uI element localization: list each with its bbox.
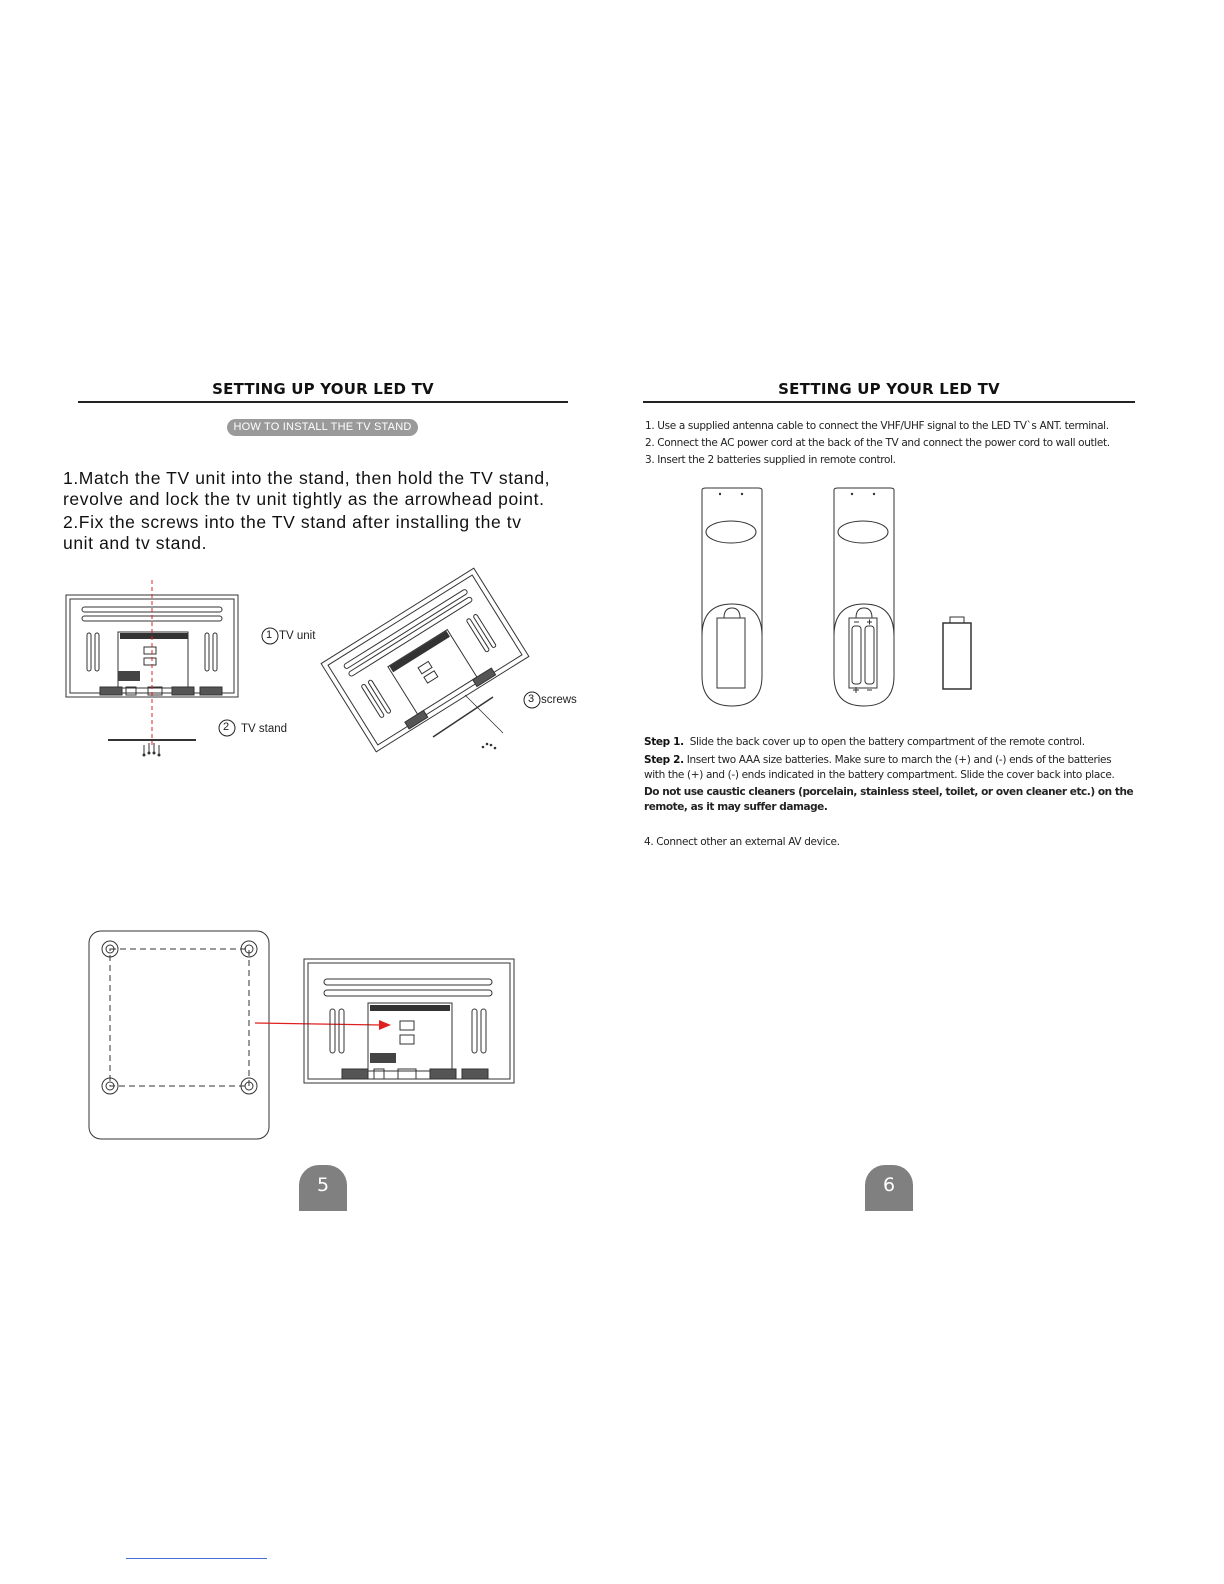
instruction-line-2: revolve and lock the tv unit tightly as the arrowhead point. bbox=[63, 489, 545, 509]
step-2-line bbox=[644, 753, 1111, 768]
right-heading-rule bbox=[643, 401, 1135, 403]
circle-number-2-text: 2 bbox=[223, 721, 230, 733]
circle-number-1-text: 1 bbox=[266, 629, 273, 641]
tv-back-mount-illustration bbox=[302, 957, 518, 1087]
remote-closed-illustration bbox=[700, 486, 764, 708]
left-heading-rule bbox=[78, 401, 568, 403]
setup-step-2: 2. Connect the AC power cord at the back of the TV and connect the power cord to wall outlet. bbox=[645, 437, 1110, 449]
warning-line-1: Do not use caustic cleaners (porcelain, stainless steel, toilet, or oven cleaner etc.) on the bbox=[644, 786, 1134, 798]
step-2-label: Step 2. bbox=[644, 754, 684, 766]
remote-open-batteries-illustration bbox=[832, 486, 896, 708]
right-page-number: 6 bbox=[865, 1165, 913, 1211]
step-2-text-1: Insert two AAA size batteries. Make sure to march the (+) and (-) ends of the batteries bbox=[686, 754, 1112, 766]
install-stand-pill: HOW TO INSTALL THE TV STAND bbox=[227, 419, 418, 436]
instruction-line-3: 2.Fix the screws into the TV stand after installing the tv bbox=[63, 512, 522, 532]
screws-label: screws bbox=[541, 694, 577, 706]
wall-mount-plate-illustration bbox=[88, 930, 274, 1142]
instruction-line-1: 1.Match the TV unit into the stand, then hold the TV stand, bbox=[63, 468, 551, 488]
left-page-heading: SETTING UP YOUR LED TV bbox=[212, 380, 434, 398]
step-1-label: Step 1. bbox=[644, 736, 684, 748]
circle-number-3-text: 3 bbox=[528, 693, 535, 705]
left-page-number: 5 bbox=[299, 1165, 347, 1211]
tilted-tv-screws-illustration bbox=[325, 565, 525, 765]
step-1-line bbox=[644, 735, 1085, 750]
right-page-heading: SETTING UP YOUR LED TV bbox=[778, 380, 1000, 398]
setup-step-4: 4. Connect other an external AV device. bbox=[644, 836, 840, 848]
setup-step-3: 3. Insert the 2 batteries supplied in remote control. bbox=[645, 454, 896, 466]
instruction-line-4: unit and tv stand. bbox=[63, 533, 208, 553]
warning-line-2: remote, as it may suffer damage. bbox=[644, 801, 828, 813]
step-2-text-2: with the (+) and (-) ends indicated in the battery compartment. Slide the cover back into place. bbox=[644, 769, 1115, 781]
bottom-divider-line bbox=[126, 1558, 267, 1559]
tv-unit-label: TV unit bbox=[279, 630, 316, 642]
step-1-text: Slide the back cover up to open the battery compartment of the remote control. bbox=[689, 736, 1085, 748]
tv-stand-label: TV stand bbox=[241, 723, 288, 735]
battery-icon bbox=[940, 615, 974, 691]
setup-step-1: 1. Use a supplied antenna cable to connect the VHF/UHF signal to the LED TV`s ANT. terminal. bbox=[645, 420, 1109, 432]
